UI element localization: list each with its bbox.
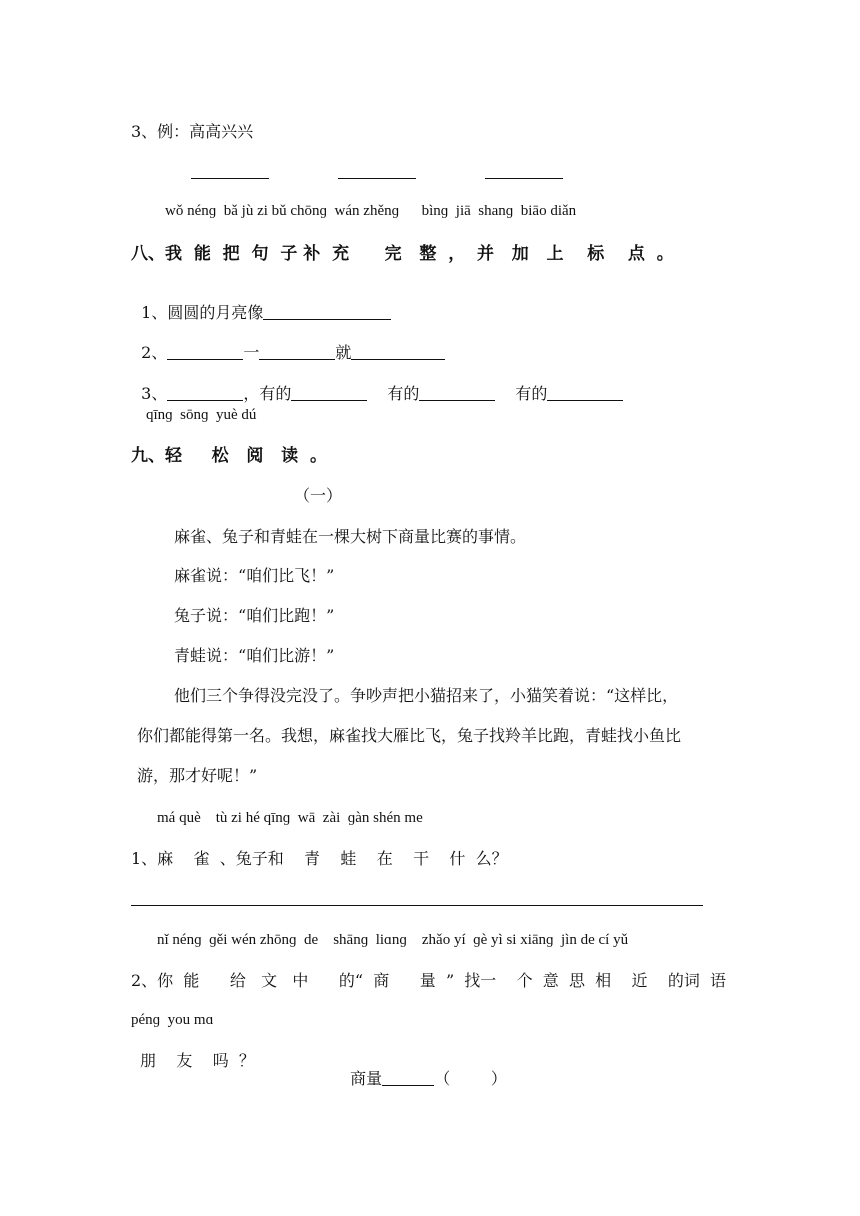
q8-2-prefix: 2、	[141, 343, 168, 362]
q8-2	[131, 327, 445, 361]
example-3: 3、例：高高兴兴	[131, 122, 254, 141]
q8-1-blank[interactable]	[263, 303, 391, 320]
q8-3-blank-4[interactable]	[547, 384, 623, 401]
q9-2-answer	[340, 1053, 507, 1087]
q9-1-pinyin: má què tù zi hé qīnɡ wā zài ɡàn shén me	[157, 810, 423, 826]
q8-3	[131, 368, 623, 402]
q8-1-text: 1、圆圆的月亮像	[141, 303, 264, 322]
q8-2-blank-2[interactable]	[259, 343, 335, 360]
q9-2-blank[interactable]	[382, 1069, 434, 1086]
passage-paragraph-4: 青蛙说：“咱们比游！”	[174, 646, 335, 665]
q8-2-blank-3[interactable]	[351, 343, 445, 360]
q9-2-text: 2、你 能 给 文 中 的“ 商 量 ” 找一 个 意 思 相 近 的词 语	[131, 971, 727, 990]
q8-3-blank-1[interactable]	[167, 384, 243, 401]
q9-2-shangliang: 商量	[350, 1069, 383, 1088]
q8-3-youde-1: ，有的	[243, 384, 292, 403]
q8-3-youde-3: 有的	[515, 384, 548, 403]
q9-1-text: 1、麻 雀 、兔子和 青 蛙 在 干 什 么？	[131, 849, 508, 868]
heading-section-9: 九、轻 松 阅 读 。	[131, 446, 327, 466]
passage-paragraph-5-line-1: 他们三个争得没完没了。争吵声把小猫招来了，小猫笑着说：“这样比，	[174, 686, 679, 705]
passage-paragraph-1: 麻雀、兔子和青蛙在一棵大树下商量比赛的事情。	[174, 527, 527, 546]
passage-paragraph-5-line-3: 游，那才好呢！”	[137, 766, 258, 785]
q8-3-prefix: 3、	[141, 384, 168, 403]
heading-section-8: 八、我 能 把 句 子 补 充 完 整 ， 并 加 上 标 点 。	[131, 244, 674, 264]
q9-2-pinyin: nǐ nénɡ ɡěi wén zhōnɡ de shānɡ liɑnɡ zhǎo yí ɡè yì si xiānɡ jìn de cí yǔ	[157, 932, 629, 948]
passage-number: （一）	[294, 486, 343, 505]
q8-2-jiu: 就	[335, 343, 352, 362]
q8-3-youde-2: 有的	[387, 384, 420, 403]
q8-2-blank-1[interactable]	[167, 343, 243, 360]
q9-2-pinyin-2: pénɡ you mɑ	[131, 1012, 214, 1028]
passage-paragraph-3: 兔子说：“咱们比跑！”	[174, 606, 335, 625]
blank-example-2[interactable]	[338, 178, 416, 179]
q8-3-blank-3[interactable]	[419, 384, 495, 401]
q9-2-paren: （ ）	[434, 1069, 507, 1088]
q9-2-text-2: 朋 友 吗 ？	[140, 1051, 255, 1070]
blank-example-1[interactable]	[191, 178, 269, 179]
blank-example-3[interactable]	[485, 178, 563, 179]
passage-paragraph-2: 麻雀说：“咱们比飞！”	[174, 566, 335, 585]
q8-3-blank-2[interactable]	[291, 384, 367, 401]
q8-2-yi: 一	[243, 343, 260, 362]
pinyin-section-8: wǒ nénɡ bǎ jù zi bǔ chōnɡ wán zhěnɡ bìnɡ jiā shanɡ biāo diǎn	[165, 203, 577, 219]
q8-1	[131, 287, 391, 321]
q9-1-answer-line[interactable]	[131, 905, 703, 906]
passage-paragraph-5-line-2: 你们都能得第一名。我想，麻雀找大雁比飞，兔子找羚羊比跑，青蛙找小鱼比	[137, 726, 682, 745]
pinyin-section-9: qīnɡ sōnɡ yuè dú	[146, 407, 257, 423]
